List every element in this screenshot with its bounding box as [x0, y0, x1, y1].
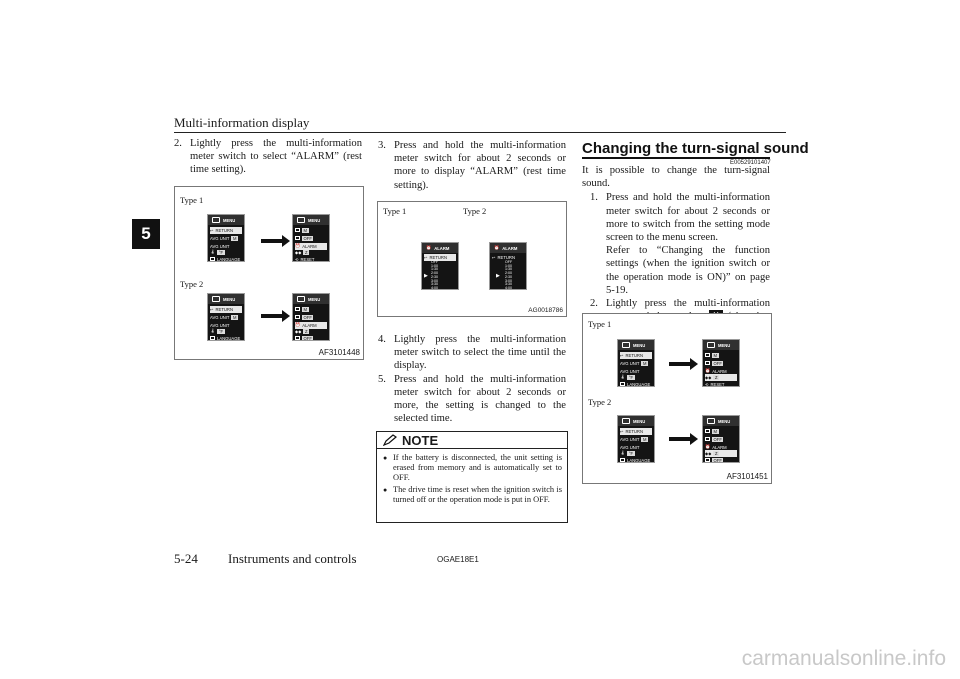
wiper-icon [295, 307, 300, 311]
display-screen-type1-menu: MENU ↩ RETURN AVG UNIT M AVG UNIT 🌡 °F LANGUAGE [207, 214, 245, 262]
thermometer-icon: 🌡 [210, 328, 216, 334]
reset-icon: ⟲ [705, 381, 709, 387]
turn-signal-icon: ◆◆ [295, 249, 302, 255]
turn-signal-icon: ◆◆ [295, 328, 302, 334]
time-option: 3:30 [505, 282, 512, 287]
time-option: 4:00 [431, 285, 438, 290]
return-icon: ↩ [210, 227, 214, 233]
section-intro: It is possible to change the turn-signal sound. [582, 165, 770, 190]
page-number: 5-24 [174, 551, 198, 566]
display-screen-type2-menu: MENU ↩ RETURN AVG UNIT M AVG UNIT 🌡 °F LANGUAGE [207, 293, 245, 341]
figure-type1-label: Type 1 [180, 195, 204, 205]
time-option: OFF [431, 260, 439, 264]
step-3: 3. Press and hold the multi-information meter switch for about 2 seconds or more to display “ALARM” (rest time setting). [378, 140, 566, 191]
figure-type2-label: Type 2 [463, 206, 487, 216]
language-icon [620, 382, 625, 386]
language-icon [210, 257, 215, 261]
alarm-icon: ⏰ [426, 245, 432, 250]
thermometer-icon: 🌡 [620, 450, 626, 456]
menu-icon [707, 418, 715, 424]
thermometer-icon: 🌡 [210, 249, 216, 255]
turn-signal-icon: ◆◆ [705, 374, 712, 380]
figure-type1-label: Type 1 [383, 206, 407, 216]
time-option: 2:30 [505, 274, 512, 279]
time-option: 4:00 [505, 285, 512, 290]
note-item: ● If the battery is disconnected, the unit setting is erased from memory and is automatically set to OFF. [383, 453, 562, 484]
time-list [505, 261, 512, 290]
arrow-right-icon [261, 239, 283, 243]
time-option: 2:30 [431, 274, 438, 279]
figure-type2-label: Type 2 [180, 279, 204, 289]
alarm-icon: ⏰ [705, 368, 711, 374]
time-option: 1:00 [505, 263, 512, 268]
alarm-icon: ⏰ [295, 322, 301, 328]
step-2-right: 2. Lightly press the multi-information [590, 297, 770, 337]
reset-icon: ⟲ [295, 256, 299, 262]
section-code: E00529101407 [730, 160, 771, 166]
speaker-icon [705, 437, 710, 441]
return-icon: ↩ [492, 254, 496, 260]
return-icon: ↩ [424, 254, 428, 260]
return-icon: ↩ [620, 428, 624, 434]
step-2-left: 2. Lightly press the multi-information meter switch to select “ALARM” (rest time setting). [174, 138, 362, 176]
selector-pointer-icon: ▶ [424, 273, 428, 279]
figure-type2-label: Type 2 [588, 397, 612, 407]
figure-af3101448 [174, 186, 364, 360]
selector-pointer-icon: ▶ [496, 273, 500, 279]
wiper-icon [705, 353, 710, 357]
mid-column-top [378, 139, 566, 192]
header-rule [174, 132, 786, 133]
alarm-icon: ⏰ [705, 444, 711, 450]
time-option: 3:00 [505, 278, 512, 283]
display-screen-type1-turn-signal: MENU M OFF ⏰ ALARM ◆◆ Z ⟲ RESET [702, 339, 740, 387]
note-item: ● The drive time is reset when the ignition switch is turned off or the operation mode is put in OFF. [383, 485, 562, 505]
speaker-icon [295, 315, 300, 319]
display-screen-type2-alarm: MENU M OFF ⏰ ALARM ◆◆ Z OFF [292, 293, 330, 341]
alarm-icon: ⏰ [295, 243, 301, 249]
speaker-icon [295, 236, 300, 240]
time-option: 1:30 [431, 267, 438, 272]
step-4: 4. Lightly press the multi-information meter switch to select the time until the display. [378, 334, 566, 372]
note-pencil-icon [383, 434, 397, 446]
time-option: 3:00 [431, 278, 438, 283]
section-rule [582, 157, 770, 159]
return-icon: ↩ [210, 306, 214, 312]
note-title: NOTE [402, 432, 439, 448]
time-list [431, 261, 438, 290]
right-column [582, 164, 770, 337]
figure-code: AF3101448 [318, 348, 360, 357]
menu-icon [707, 342, 715, 348]
section-title: Changing the turn-signal sound [582, 140, 809, 157]
figure-code: AG0018786 [528, 307, 563, 314]
arrow-right-icon [669, 437, 691, 441]
left-column [174, 137, 362, 177]
step-1-right: 1. Press and hold the multi-information meter switch for about 2 seconds or more to switch from the setting mode screen to the menu screen. Refer to “Changing the function settings (when the ignition switch or the operation mode is ON)” on page 5-19. [590, 192, 770, 296]
footer-code: OGAE18E1 [437, 555, 479, 564]
time-option: OFF [505, 260, 513, 264]
arrow-right-icon [669, 362, 691, 366]
mid-column-steps [378, 333, 566, 425]
figure-ag0018786 [377, 201, 567, 317]
turn-signal-icon: ◆◆ [705, 450, 712, 456]
time-option: 3:30 [431, 282, 438, 287]
display-screen-type2-menu: MENU ↩ RETURN AVG UNIT M AVG UNIT 🌡 °F LANGUAGE [617, 415, 655, 463]
chapter-tab: 5 [132, 219, 160, 249]
eco-icon [295, 336, 300, 340]
figure-af3101451 [582, 313, 772, 484]
alarm-icon: ⏰ [494, 245, 500, 250]
figure-code: AF3101451 [726, 472, 768, 481]
time-option: 2:00 [505, 271, 512, 276]
menu-icon [622, 418, 630, 424]
page-reference: Refer to “Changing the function settings (when the ignition switch or the operation mode is ON)” on page 5-19. [606, 245, 770, 296]
arrow-right-icon [261, 314, 283, 318]
alarm-screen-type1: ⏰ ALARM ↩ RETURN OFF 1:00 1:30 2:00 2:30 3:00 3:30 4:00 ▶ [421, 242, 459, 290]
language-icon [210, 336, 215, 340]
speaker-icon [705, 361, 710, 365]
wiper-icon [295, 228, 300, 232]
figure-type1-label: Type 1 [588, 319, 612, 329]
time-option: 2:00 [431, 271, 438, 276]
time-option: 1:00 [431, 263, 438, 268]
return-icon: ↩ [620, 352, 624, 358]
alarm-screen-type2: ⏰ ALARM ↩ RETURN OFF 1:00 1:30 2:00 2:30 3:00 3:30 4:00 ▶ [489, 242, 527, 290]
menu-icon [212, 217, 220, 223]
step-5: 5. Press and hold the multi-information meter switch for about 2 seconds or more, the setting is changed to the selected time. [378, 373, 566, 425]
eco-icon [705, 458, 710, 462]
display-screen-type2-turn-signal: MENU M OFF ⏰ ALARM ◆◆ Z OFF [702, 415, 740, 463]
footer-chapter-title: Instruments and controls [228, 551, 357, 566]
menu-icon [297, 217, 305, 223]
menu-icon [297, 296, 305, 302]
language-icon [620, 458, 625, 462]
watermark: carmanualsonline.info [741, 647, 946, 670]
time-option: 1:30 [505, 267, 512, 272]
note-box [376, 431, 568, 523]
thermometer-icon: 🌡 [620, 374, 626, 380]
wiper-icon [705, 429, 710, 433]
display-screen-type1-alarm: MENU M OFF ⏰ ALARM ◆◆ Z ⟲ RESET [292, 214, 330, 262]
display-screen-type1-menu: MENU ↩ RETURN AVG UNIT M AVG UNIT 🌡 °F LANGUAGE [617, 339, 655, 387]
menu-icon [212, 296, 220, 302]
running-header: Multi-information display [174, 115, 310, 130]
menu-icon [622, 342, 630, 348]
